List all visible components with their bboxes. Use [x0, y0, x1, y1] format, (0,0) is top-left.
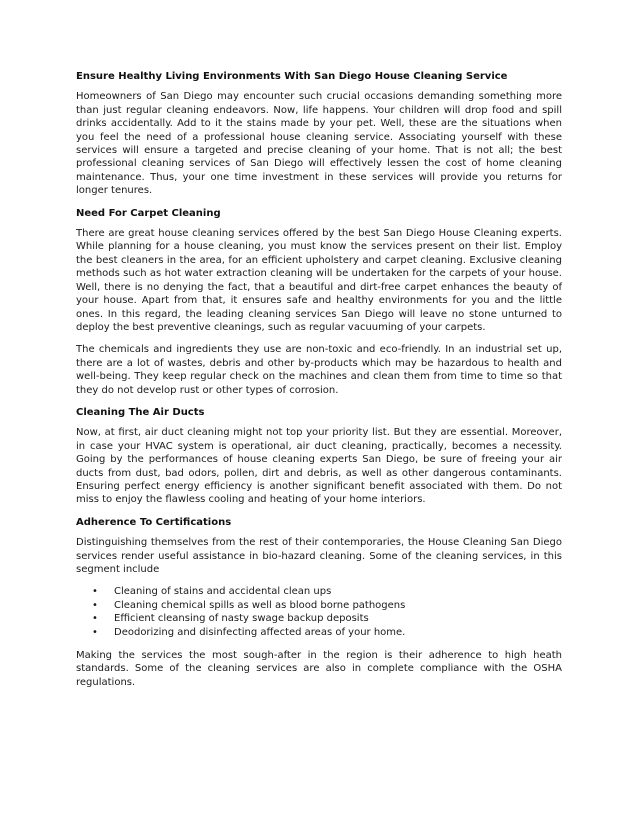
certifications-paragraph: Distinguishing themselves from the rest of their contemporaries, the House Cleaning San Diego services render useful assistance in bio-hazard cleaning. Some of the cleaning services, in this segment include: [76, 537, 562, 575]
air-ducts-paragraph: Now, at first, air duct cleaning might not top your priority list. But they are essential. Moreover, in case your HVAC system is operational, air duct cleaning, practically, becomes a necessity. Going by the performances of house cleaning experts San Diego, be sure of freeing your air ducts from dust, bad odors, pollen, dirt and debris, as well as other dangerous contaminants. Ensuring perfect energy efficiency is another significant benefit associated with them. Do not miss to enjoy the flawless cooling and heating of your home interiors.: [76, 427, 562, 506]
bullet-icon: •: [92, 613, 98, 625]
list-item: [76, 599, 562, 612]
closing-paragraph: Making the services the most sough-after in the region is their adherence to high heath standards. Some of the cleaning services are also in complete compliance with the OSHA regulations.: [76, 650, 562, 688]
carpet-cleaning-paragraph-1: There are great house cleaning services offered by the best San Diego House Cleaning experts. While planning for a house cleaning, you must know the services present on their list. Employ the best cleaners in the area, for an efficient upholstery and carpet cleaning. Exclusive cleaning methods such as hot water extraction cleaning will be undertaken for the carpets of your house. Well, there is no denying the fact, that a beautiful and dirt-free carpet enhances the beauty of your house. Apart from that, it ensures safe and healthy environments for you and the little ones. In this regard, the leading cleaning services San Diego will leave no stone unturned to deploy the best preventive cleanings, such as regular vacuuming of your carpets.: [76, 228, 562, 333]
document-title: Ensure Healthy Living Environments With San Diego House Cleaning Service: [76, 71, 508, 82]
cleaning-services-list: [76, 585, 562, 639]
list-item-text: Cleaning chemical spills as well as blood borne pathogens: [114, 599, 406, 611]
bullet-icon: •: [92, 626, 98, 638]
list-item-text: Efficient cleansing of nasty swage backup deposits: [114, 613, 369, 625]
section-heading-certifications: Adherence To Certifications: [76, 516, 232, 528]
section-heading-carpet-cleaning: Need For Carpet Cleaning: [76, 207, 221, 219]
list-item: [76, 612, 562, 625]
list-item-text: Cleaning of stains and accidental clean ups: [114, 586, 332, 598]
carpet-cleaning-paragraph-2: The chemicals and ingredients they use are non-toxic and eco-friendly. In an industrial set up, there are a lot of wastes, debris and other by-products which may be hazardous to health and well-being. They keep regular check on the machines and clean them from time to time so that they do not develop rust or other types of corrosion.: [76, 344, 562, 396]
bullet-icon: •: [92, 586, 98, 598]
section-heading-air-ducts: Cleaning The Air Ducts: [76, 406, 205, 418]
intro-paragraph: Homeowners of San Diego may encounter such crucial occasions demanding something more than just regular cleaning endeavors. Now, life happens. Your children will drop food and spill drinks accidentally. Add to it the stains made by your pet. Well, these are the situations when you feel the need of a professional house cleaning service. Associating yourself with these services will ensure a targeted and precise cleaning of your home. That is not all; the best professional cleaning services of San Diego will effectively lessen the cost of home cleaning maintenance. Thus, your one time investment in these services will provide you returns for longer tenures.: [76, 91, 562, 197]
list-item: [76, 585, 562, 598]
bullet-icon: •: [92, 599, 98, 611]
list-item: [76, 626, 562, 639]
list-item-text: Deodorizing and disinfecting affected areas of your home.: [114, 626, 406, 638]
document-page: [76, 70, 562, 698]
